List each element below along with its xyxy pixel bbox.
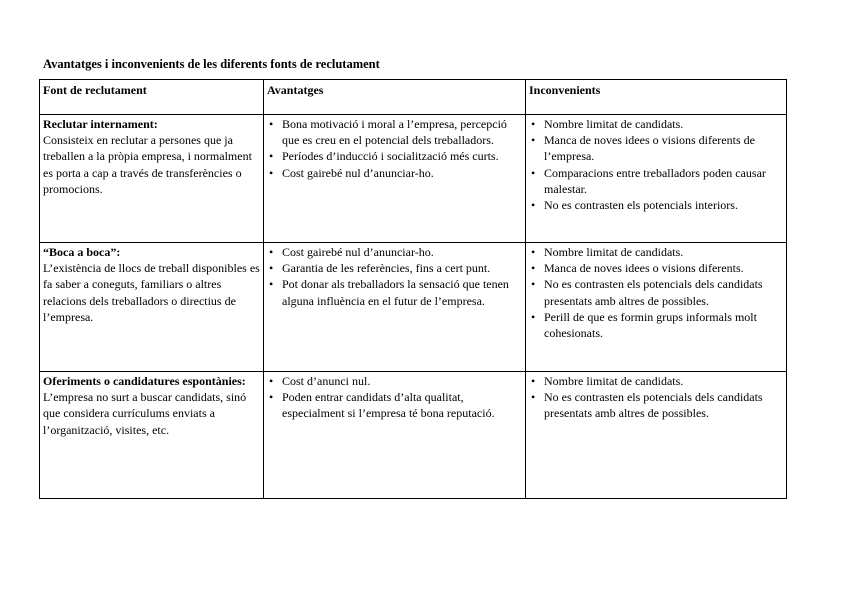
list-item: • No es contrasten els potencials dels candidats presentats amb altres de possibles. <box>529 276 783 308</box>
list-item: • Nombre limitat de candidats. <box>529 116 783 132</box>
recruitment-table <box>39 79 787 499</box>
advantages-list <box>267 373 522 422</box>
header-advantages: Avantatges <box>264 80 526 115</box>
list-item: • Perill de que es formin grups informals molt cohesionats. <box>529 309 783 341</box>
disadvantages-cell <box>526 243 787 372</box>
advantages-cell <box>264 243 526 372</box>
table-header-row <box>40 80 787 115</box>
table-row <box>40 372 787 499</box>
source-cell <box>40 372 264 499</box>
disadvantages-list <box>529 116 783 213</box>
list-item: • Bona motivació i moral a l’empresa, percepció que es creu en el potencial dels treballadors. <box>267 116 522 148</box>
source-cell <box>40 243 264 372</box>
source-name: Reclutar internament: <box>43 117 158 131</box>
list-item: • Períodes d’inducció i socialització més curts. <box>267 148 522 164</box>
table-row <box>40 115 787 243</box>
list-item: • No es contrasten els potencials interiors. <box>529 197 783 213</box>
list-item: • Cost gairebé nul d’anunciar-ho. <box>267 165 522 181</box>
list-item: • No es contrasten els potencials dels candidats presentats amb altres de possibles. <box>529 389 783 421</box>
document-title: Avantatges i inconvenients de les diferents fonts de reclutament <box>43 57 380 71</box>
list-item: • Cost gairebé nul d’anunciar-ho. <box>267 244 522 260</box>
source-cell <box>40 115 264 243</box>
source-name: Oferiments o candidatures espontànies: <box>43 374 246 388</box>
list-item: • Cost d’anunci nul. <box>267 373 522 389</box>
disadvantages-list <box>529 373 783 422</box>
list-item: • Manca de noves idees o visions diferents. <box>529 260 783 276</box>
list-item: • Nombre limitat de candidats. <box>529 373 783 389</box>
list-item: • Garantia de les referències, fins a cert punt. <box>267 260 522 276</box>
source-description: Consisteix en reclutar a persones que ja treballen a la pròpia empresa, i normalment es porta a cap a través de transferències o promocions. <box>43 133 252 196</box>
table-row <box>40 243 787 372</box>
source-description: L’empresa no surt a buscar candidats, sinó que considera currículums enviats a l’organització, visites, etc. <box>43 390 247 437</box>
list-item: • Pot donar als treballadors la sensació que tenen alguna influència en el futur de l’empresa. <box>267 276 522 308</box>
list-item: • Manca de noves idees o visions diferents de l’empresa. <box>529 132 783 164</box>
list-item: • Poden entrar candidats d’alta qualitat, especialment si l’empresa té bona reputació. <box>267 389 522 421</box>
header-source: Font de reclutament <box>40 80 264 115</box>
advantages-cell <box>264 372 526 499</box>
disadvantages-cell <box>526 372 787 499</box>
advantages-list <box>267 244 522 309</box>
advantages-list <box>267 116 522 181</box>
disadvantages-list <box>529 244 783 341</box>
header-disadvantages: Inconvenients <box>526 80 787 115</box>
list-item: • Nombre limitat de candidats. <box>529 244 783 260</box>
disadvantages-cell <box>526 115 787 243</box>
source-description: L’existència de llocs de treball disponibles es fa saber a coneguts, familiars o altres relacions dels treballadors o directius de l’empresa. <box>43 261 260 324</box>
list-item: • Comparacions entre treballadors poden causar malestar. <box>529 165 783 197</box>
source-name: “Boca a boca”: <box>43 245 121 259</box>
advantages-cell <box>264 115 526 243</box>
